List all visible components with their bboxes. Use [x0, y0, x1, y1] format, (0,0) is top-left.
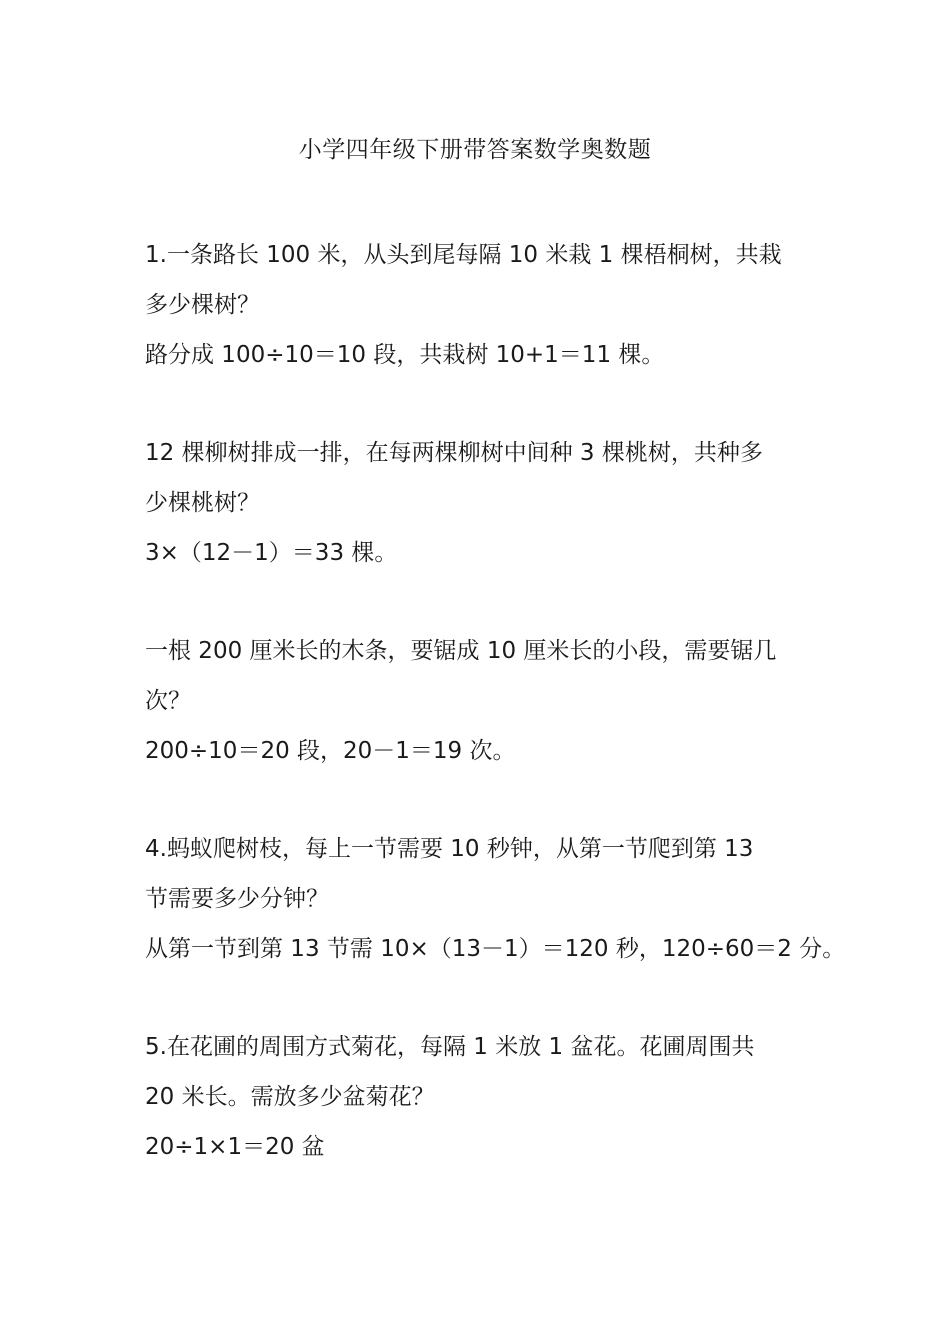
answer-line: 200÷10＝20 段，20－1＝19 次。 [145, 738, 516, 764]
problem-5 [145, 1022, 835, 1172]
question-line: 多少棵树？ [145, 292, 260, 318]
question-line: 20 米长。需放多少盆菊花？ [145, 1084, 435, 1110]
question-line: 4.蚂蚁爬树枝，每上一节需要 10 秒钟，从第一节爬到第 13 [145, 836, 754, 862]
question-line: 一根 200 厘米长的木条，要锯成 10 厘米长的小段，需要锯几 [145, 638, 777, 664]
answer-line: 20÷1×1＝20 盆 [145, 1134, 325, 1160]
problem-4 [145, 824, 846, 974]
question-line: 1.一条路长 100 米，从头到尾每隔 10 米栽 1 棵梧桐树，共栽 [145, 242, 782, 268]
problem-2 [145, 428, 835, 578]
document-title: 小学四年级下册带答案数学奥数题 [298, 137, 652, 163]
problem-3 [145, 626, 835, 776]
answer-line: 路分成 100÷10＝10 段，共栽树 10+1＝11 棵。 [145, 342, 665, 368]
problem-list [145, 230, 846, 1220]
question-line: 少棵桃树？ [145, 490, 260, 516]
question-line: 5.在花圃的周围方式菊花，每隔 1 米放 1 盆花。花圃周围共 [145, 1034, 755, 1060]
problem-1 [145, 230, 835, 380]
question-line: 次？ [145, 688, 191, 714]
question-line: 12 棵柳树排成一排，在每两棵柳树中间种 3 棵桃树，共种多 [145, 440, 763, 466]
question-line: 节需要多少分钟？ [145, 886, 329, 912]
answer-line: 从第一节到第 13 节需 10×（13－1）＝120 秒，120÷60＝2 分。 [145, 936, 846, 962]
answer-line: 3×（12－1）＝33 棵。 [145, 540, 398, 566]
